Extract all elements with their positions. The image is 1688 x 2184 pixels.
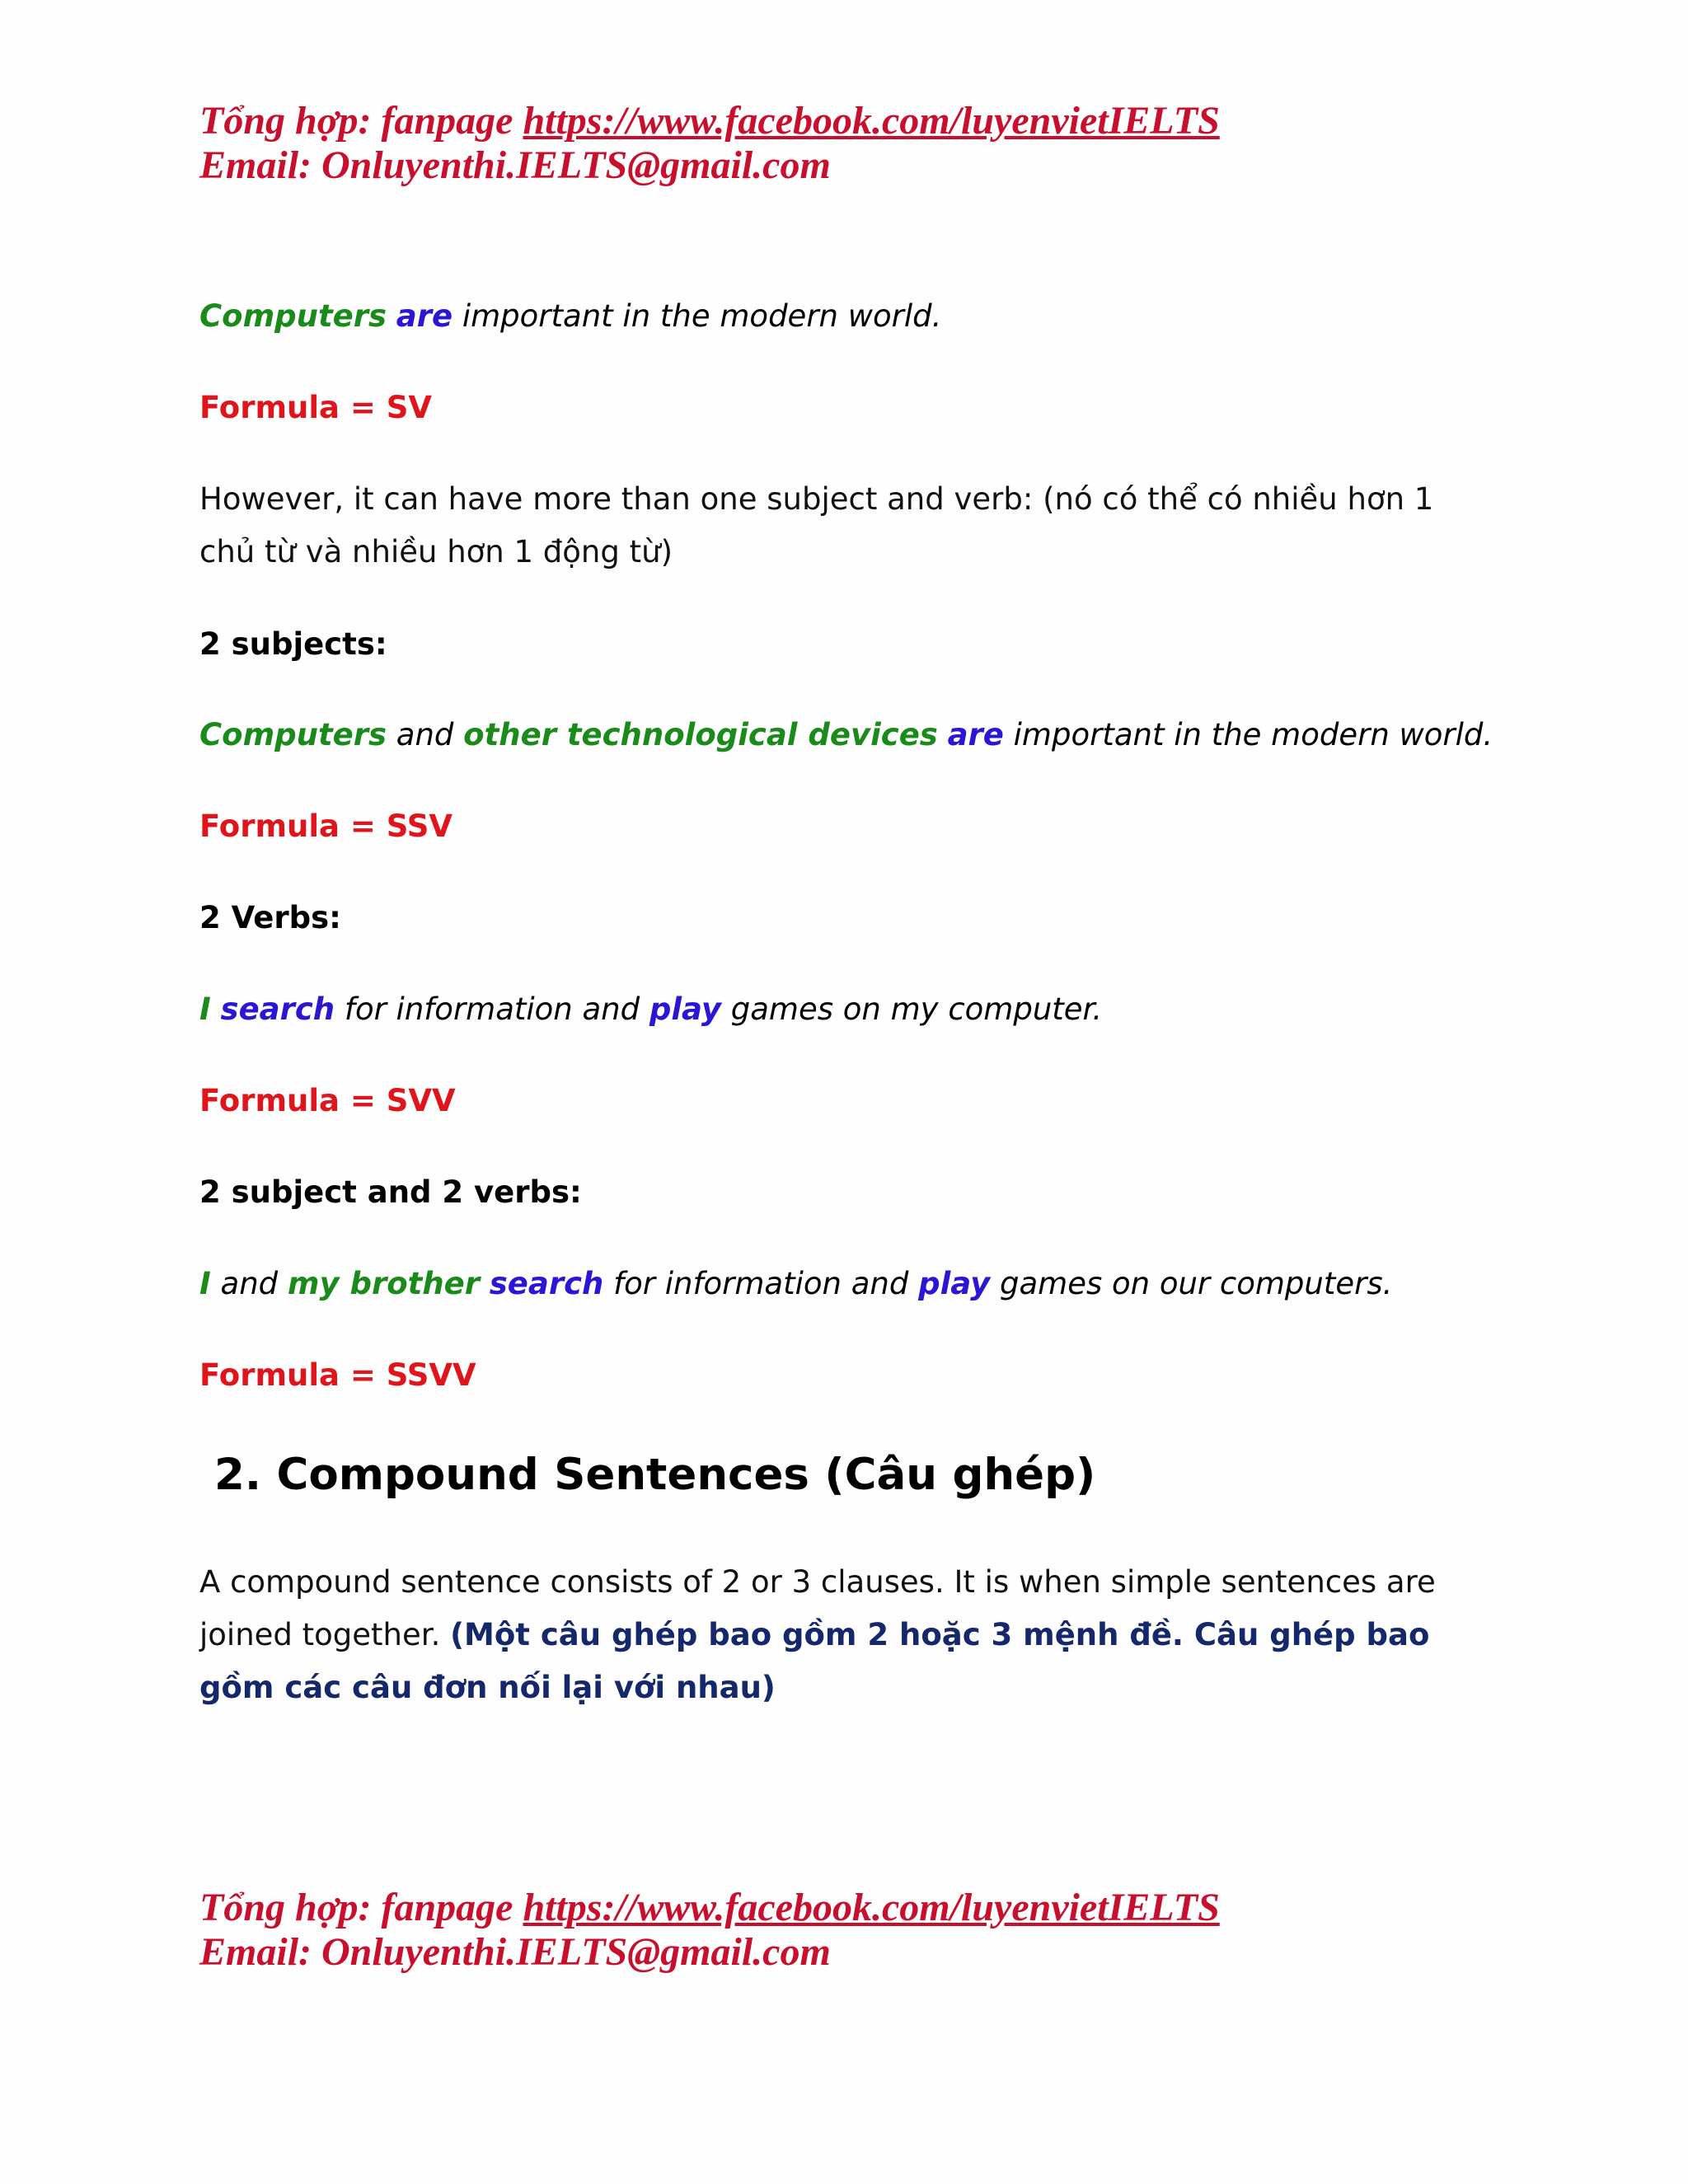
sentence-rest: games on my computer. [721, 991, 1103, 1027]
page-header [199, 99, 1220, 188]
subject-1: Computers [199, 717, 387, 752]
sentence-middle: for information and [603, 1266, 919, 1301]
sentence-middle: for information and [335, 991, 649, 1027]
example-sentence-3 [199, 991, 1102, 1028]
formula-ssvv: Formula = SSVV [199, 1357, 476, 1393]
subject-2: other technological devices [463, 717, 938, 752]
section-heading: 2. Compound Sentences (Câu ghép) [214, 1450, 1096, 1500]
footer-fanpage-label: Tổng hợp: fanpage [199, 1886, 523, 1929]
verb-1: search [220, 991, 335, 1027]
verb-2: play [649, 991, 722, 1027]
compound-english: A compound sentence consists of 2 or 3 clauses. It is when simple sentences are joined together. [199, 1564, 1436, 1652]
footer-fanpage-link[interactable]: https://www.facebook.com/luyenvietIELTS [523, 1886, 1220, 1929]
intro-english: However, it can have more than one subject and verb: [199, 481, 1043, 517]
formula-svv: Formula = SVV [199, 1083, 456, 1118]
header-email: Email: Onluyenthi.IELTS@gmail.com [199, 143, 831, 187]
header-fanpage-label: Tổng hợp: fanpage [199, 99, 523, 143]
verb-2: play [918, 1266, 991, 1301]
header-fanpage-row [199, 99, 1220, 143]
intro-vietnamese: (nó có thể có nhiều hơn 1 chủ từ và nhiều hơn 1 động từ) [199, 481, 1434, 569]
compound-vietnamese: (Một câu ghép bao gồm 2 hoặc 3 mệnh đề. Câu ghép bao gồm các câu đơn nối lại với nhau) [199, 1617, 1430, 1705]
subject-2: my brother [287, 1266, 480, 1301]
footer-fanpage-row [199, 1886, 1220, 1930]
conjunction: and [387, 717, 464, 752]
verb: are [947, 717, 1004, 752]
example-sentence-1 [199, 298, 941, 335]
label-2-subjects: 2 subjects: [199, 626, 387, 662]
sentence-rest: important in the modern world. [452, 298, 942, 334]
example-sentence-4 [199, 1266, 1392, 1302]
label-2-verbs: 2 Verbs: [199, 900, 341, 935]
footer-email: Email: Onluyenthi.IELTS@gmail.com [199, 1930, 831, 1974]
example-sentence-2 [199, 717, 1493, 753]
verb: are [396, 298, 453, 334]
header-fanpage-link[interactable]: https://www.facebook.com/luyenvietIELTS [523, 99, 1220, 143]
page-footer [199, 1886, 1220, 1975]
subject-1: I [199, 1266, 211, 1301]
subject: Computers [199, 298, 387, 334]
verb-1: search [489, 1266, 604, 1301]
formula-sv: Formula = SV [199, 390, 433, 425]
sentence-rest: important in the modern world. [1003, 717, 1493, 752]
intro-paragraph [199, 473, 1493, 579]
compound-paragraph [199, 1556, 1493, 1714]
conjunction: and [210, 1266, 288, 1301]
label-2-subject-2-verbs: 2 subject and 2 verbs: [199, 1174, 582, 1210]
sentence-rest: games on our computers. [990, 1266, 1393, 1301]
subject: I [199, 991, 211, 1027]
formula-ssv: Formula = SSV [199, 808, 453, 844]
